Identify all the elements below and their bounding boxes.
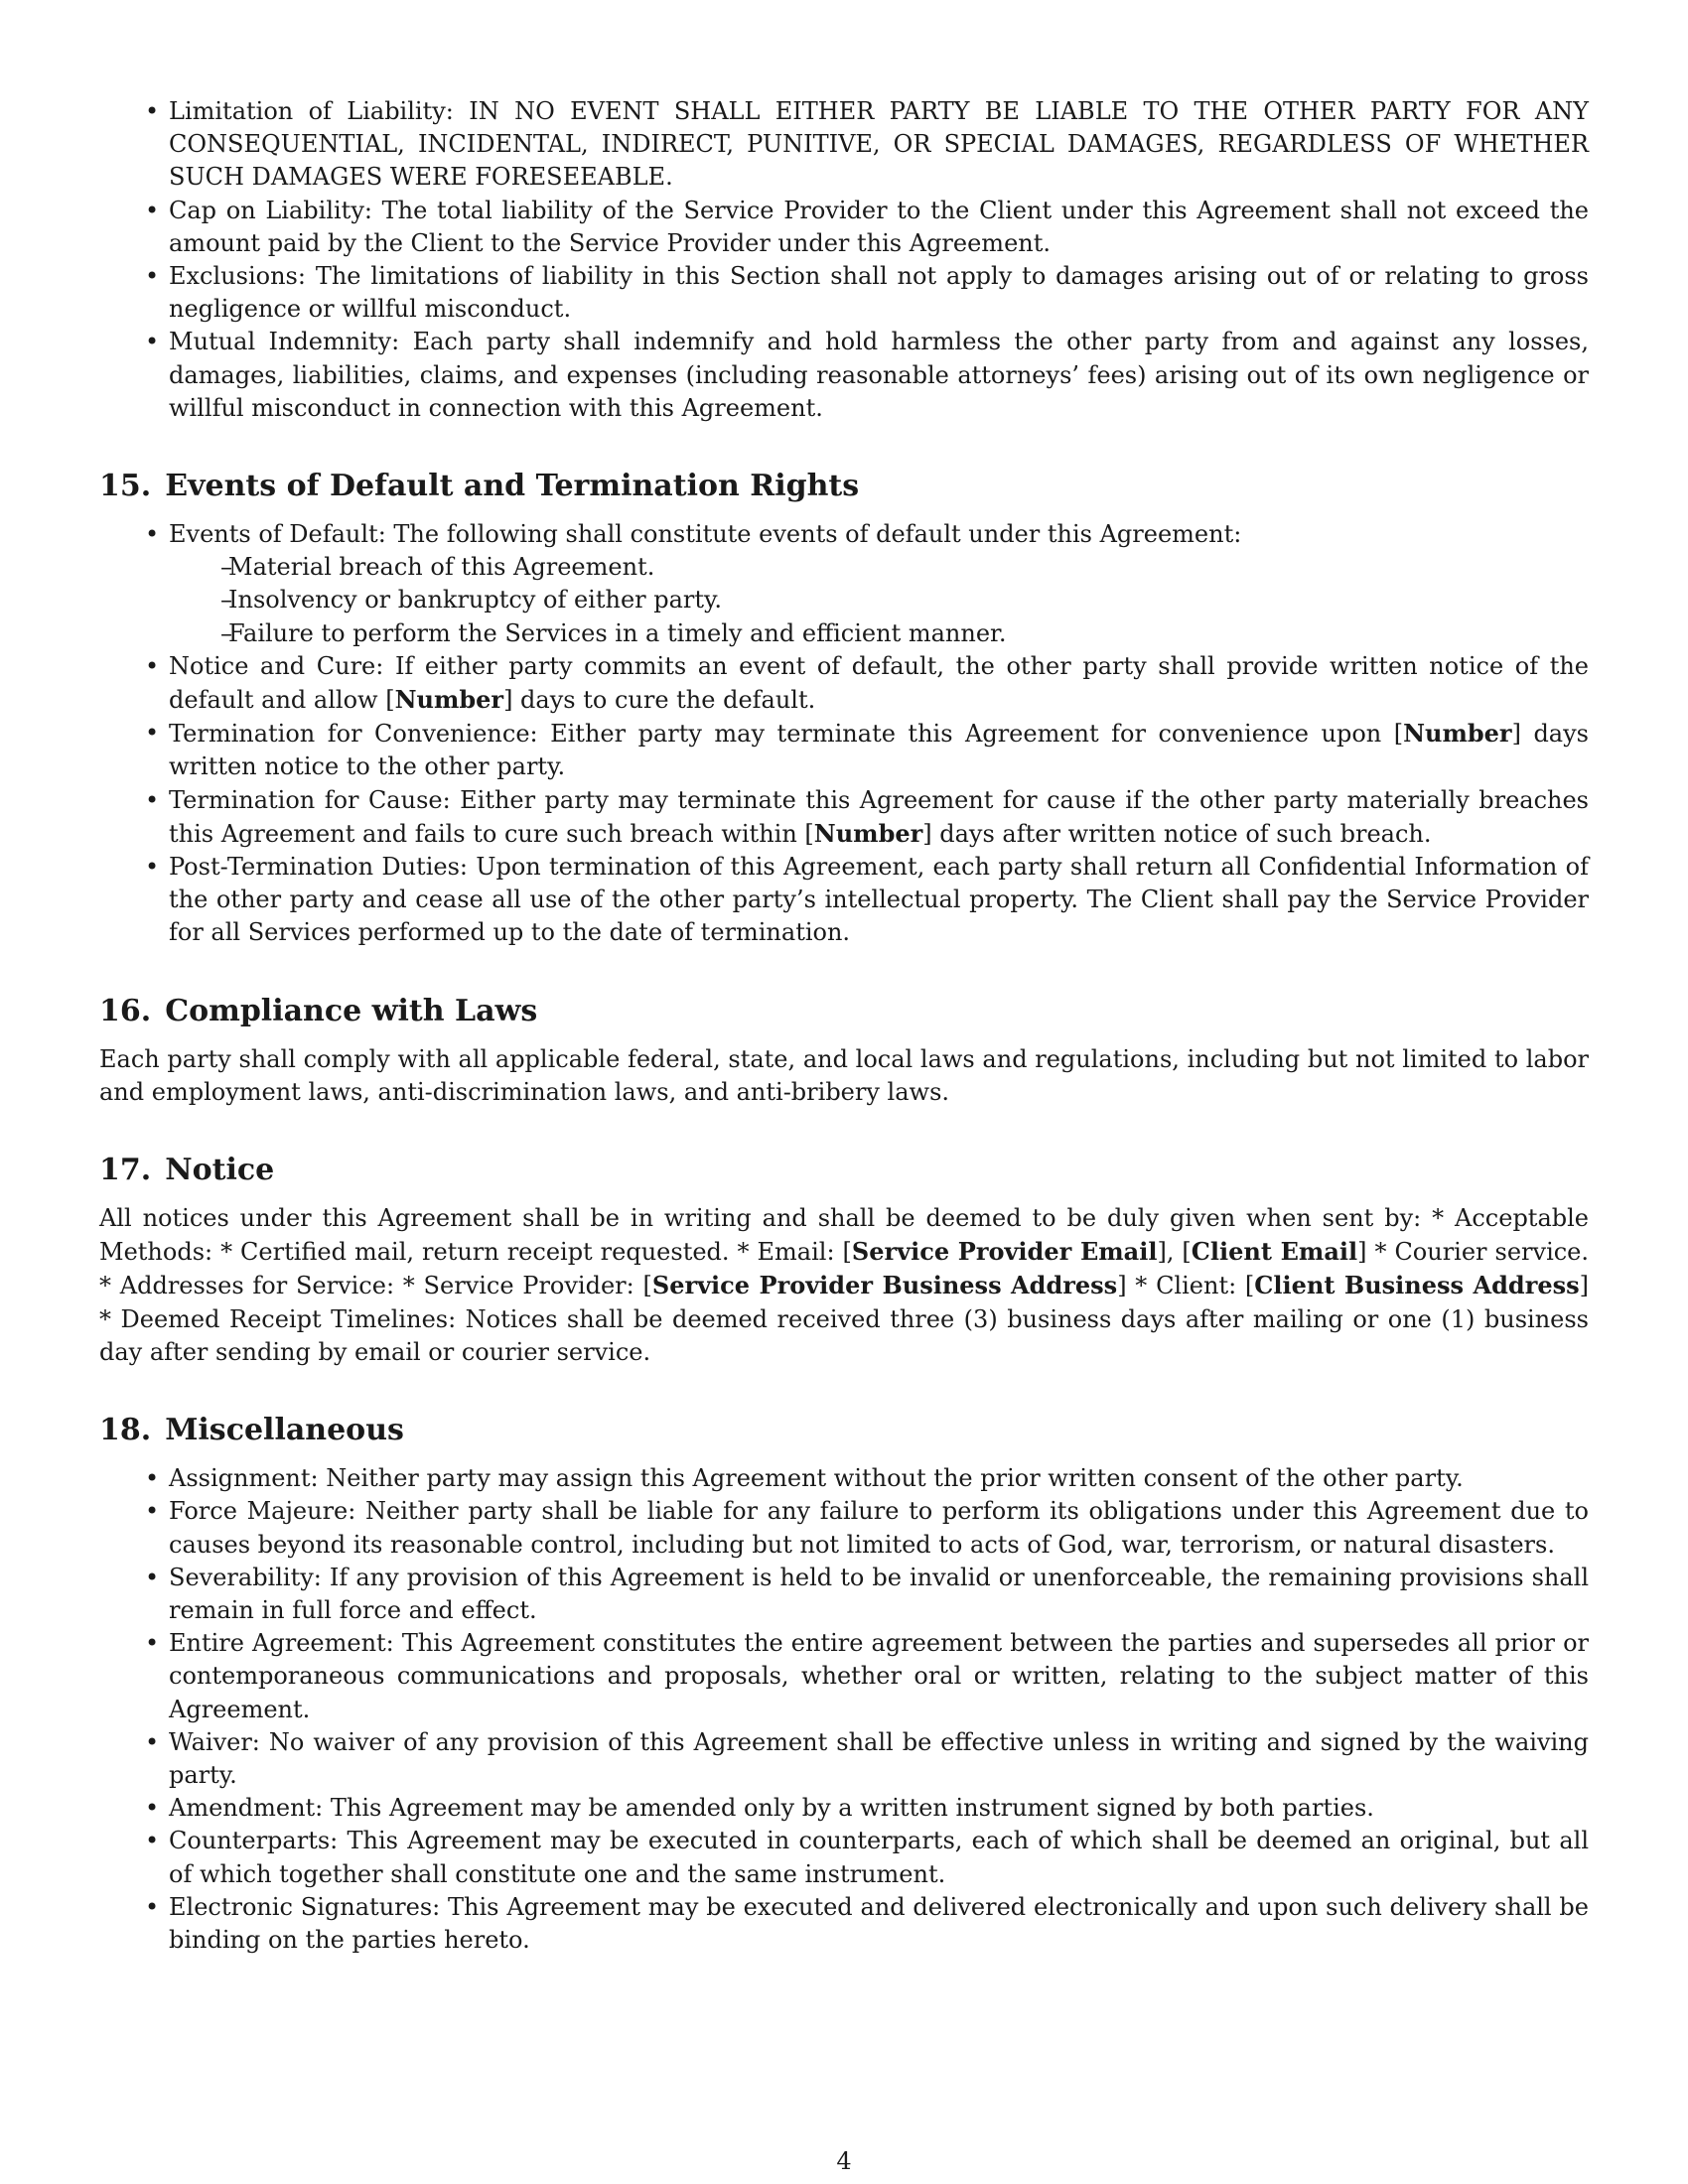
text-run: ] * Deemed Receipt Timelines: Notices shall be deemed received three (3) business days after mailing or one (1) business day after sending by email or courier service. bbox=[99, 1272, 1590, 1366]
section-15-heading bbox=[99, 469, 1589, 504]
document-page bbox=[99, 95, 1589, 1957]
list-item-post-termination-duties: • Post-Termination Duties: Upon termination of this Agreement, each party shall return all Confidential Information of the other party and cease all use of the other party’s intellectual property. The Client shall pay the Service Provider for all Services performed up to the date of termination. bbox=[99, 851, 1589, 950]
section-18-list bbox=[99, 1462, 1589, 1957]
placeholder-client-email: Client Email bbox=[1191, 1237, 1358, 1267]
list-item-exclusions: • Exclusions: The limitations of liability in this Section shall not apply to damages arising out of or relating to gross negligence or willful misconduct. bbox=[99, 260, 1589, 326]
placeholder-service-provider-address: Service Provider Business Address bbox=[651, 1271, 1118, 1300]
text-run: ] * Client: [ bbox=[1117, 1272, 1255, 1300]
section-15-list bbox=[99, 518, 1589, 950]
list-item-events-of-default bbox=[99, 518, 1589, 650]
list-item-waiver: • Waiver: No waiver of any provision of this Agreement shall be effective unless in writing and signed by the waiving party. bbox=[99, 1726, 1589, 1792]
list-item-termination-for-convenience bbox=[99, 717, 1589, 783]
list-item-electronic-signatures: • Electronic Signatures: This Agreement may be executed and delivered electronically and upon such delivery shall be binding on the parties hereto. bbox=[99, 1891, 1589, 1957]
liability-list bbox=[99, 95, 1589, 425]
section-17-heading bbox=[99, 1153, 1589, 1188]
text-run: Notice and Cure: If either party commits an event of default, the other party shall provide written notice of the default and allow [ bbox=[169, 651, 1589, 715]
list-item-cap-on-liability: • Cap on Liability: The total liability of the Service Provider to the Client under this Agreement shall not exceed the amount paid by the Client to the Service Provider under this Agreement. bbox=[99, 195, 1589, 260]
default-sublist bbox=[169, 551, 1589, 650]
text-run: ] days after written notice of such breach. bbox=[922, 819, 1432, 848]
list-item-severability: • Severability: If any provision of this Agreement is held to be invalid or unenforceable, the remaining provisions shall remain in full force and effect. bbox=[99, 1562, 1589, 1627]
sublist-item: – Insolvency or bankruptcy of either party. bbox=[169, 584, 1589, 616]
section-16-body: Each party shall comply with all applicable federal, state, and local laws and regulations, including but not limited to labor and employment laws, anti-discrimination laws, and anti-bribery laws. bbox=[99, 1044, 1589, 1106]
page-number: 4 bbox=[836, 2147, 852, 2175]
text-run: ] days to cure the default. bbox=[503, 686, 816, 715]
text-run: ] days written notice to the other party. bbox=[169, 720, 1589, 781]
section-number: 18. bbox=[99, 1413, 152, 1448]
list-item-counterparts: • Counterparts: This Agreement may be executed in counterparts, each of which shall be deemed an original, but all of which together shall constitute one and the same instrument. bbox=[99, 1825, 1589, 1890]
placeholder-number: Number bbox=[813, 818, 923, 848]
section-number: 17. bbox=[99, 1153, 152, 1188]
list-item-entire-agreement: • Entire Agreement: This Agreement constitutes the entire agreement between the parties and supersedes all prior or contemporaneous communications and proposals, whether oral or written, relating to the subject matter of this Agreement. bbox=[99, 1627, 1589, 1726]
section-title: Events of Default and Termination Rights bbox=[165, 469, 860, 504]
text-run: Termination for Cause: Either party may terminate this Agreement for cause if the other party materially breaches this Agreement and fails to cure such breach within [ bbox=[169, 785, 1589, 848]
placeholder-number: Number bbox=[1403, 719, 1512, 749]
text-run: All notices under this Agreement shall be in writing and shall be deemed to be duly given when sent by: * Acceptable Methods: * Certified mail, return receipt requested. * Email: [ bbox=[99, 1204, 1589, 1267]
text-run: ], [ bbox=[1157, 1238, 1192, 1267]
list-item-force-majeure: • Force Majeure: Neither party shall be liable for any failure to perform its obligations under this Agreement due to causes beyond its reasonable control, including but not limited to acts of God, war, terrorism, or natural disasters. bbox=[99, 1495, 1589, 1561]
sublist-item: – Failure to perform the Services in a timely and efficient manner. bbox=[169, 617, 1589, 650]
section-number: 16. bbox=[99, 993, 152, 1028]
section-title: Compliance with Laws bbox=[165, 993, 538, 1028]
section-17-body bbox=[99, 1202, 1589, 1369]
placeholder-client-address: Client Business Address bbox=[1254, 1271, 1580, 1300]
section-16-heading bbox=[99, 994, 1589, 1029]
text-run: ] * Courier service. * Addresses for Service: * Service Provider: [ bbox=[99, 1238, 1590, 1300]
list-item-notice-and-cure bbox=[99, 650, 1589, 717]
sublist-item: – Material breach of this Agreement. bbox=[169, 551, 1589, 584]
section-number: 15. bbox=[99, 469, 152, 504]
list-item-amendment: • Amendment: This Agreement may be amended only by a written instrument signed by both parties. bbox=[99, 1792, 1589, 1825]
section-18-heading bbox=[99, 1413, 1589, 1448]
list-item-mutual-indemnity: • Mutual Indemnity: Each party shall indemnify and hold harmless the other party from and against any losses, damages, liabilities, claims, and expenses (including reasonable attorneys’ fees) arising out of its own negligence or willful misconduct in connection with this Agreement. bbox=[99, 326, 1589, 425]
placeholder-number: Number bbox=[394, 685, 504, 715]
section-title: Miscellaneous bbox=[165, 1413, 404, 1448]
section-title: Notice bbox=[165, 1153, 275, 1188]
list-item-assignment: • Assignment: Neither party may assign this Agreement without the prior written consent of the other party. bbox=[99, 1462, 1589, 1495]
list-item-limitation-of-liability: • Limitation of Liability: IN NO EVENT SHALL EITHER PARTY BE LIABLE TO THE OTHER PARTY FOR ANY CONSEQUENTIAL, INCIDENTAL, INDIRECT, PUNITIVE, OR SPECIAL DAMAGES, REGARDLESS OF WHETHER SUCH DAMAGES WERE FORESEEABLE. bbox=[99, 95, 1589, 195]
placeholder-service-provider-email: Service Provider Email bbox=[851, 1237, 1158, 1267]
list-item-termination-for-cause bbox=[99, 784, 1589, 851]
events-of-default-intro: Events of Default: The following shall constitute events of default under this Agreement: bbox=[169, 520, 1242, 549]
text-run: Termination for Convenience: Either party may terminate this Agreement for convenience upon [ bbox=[169, 720, 1404, 749]
